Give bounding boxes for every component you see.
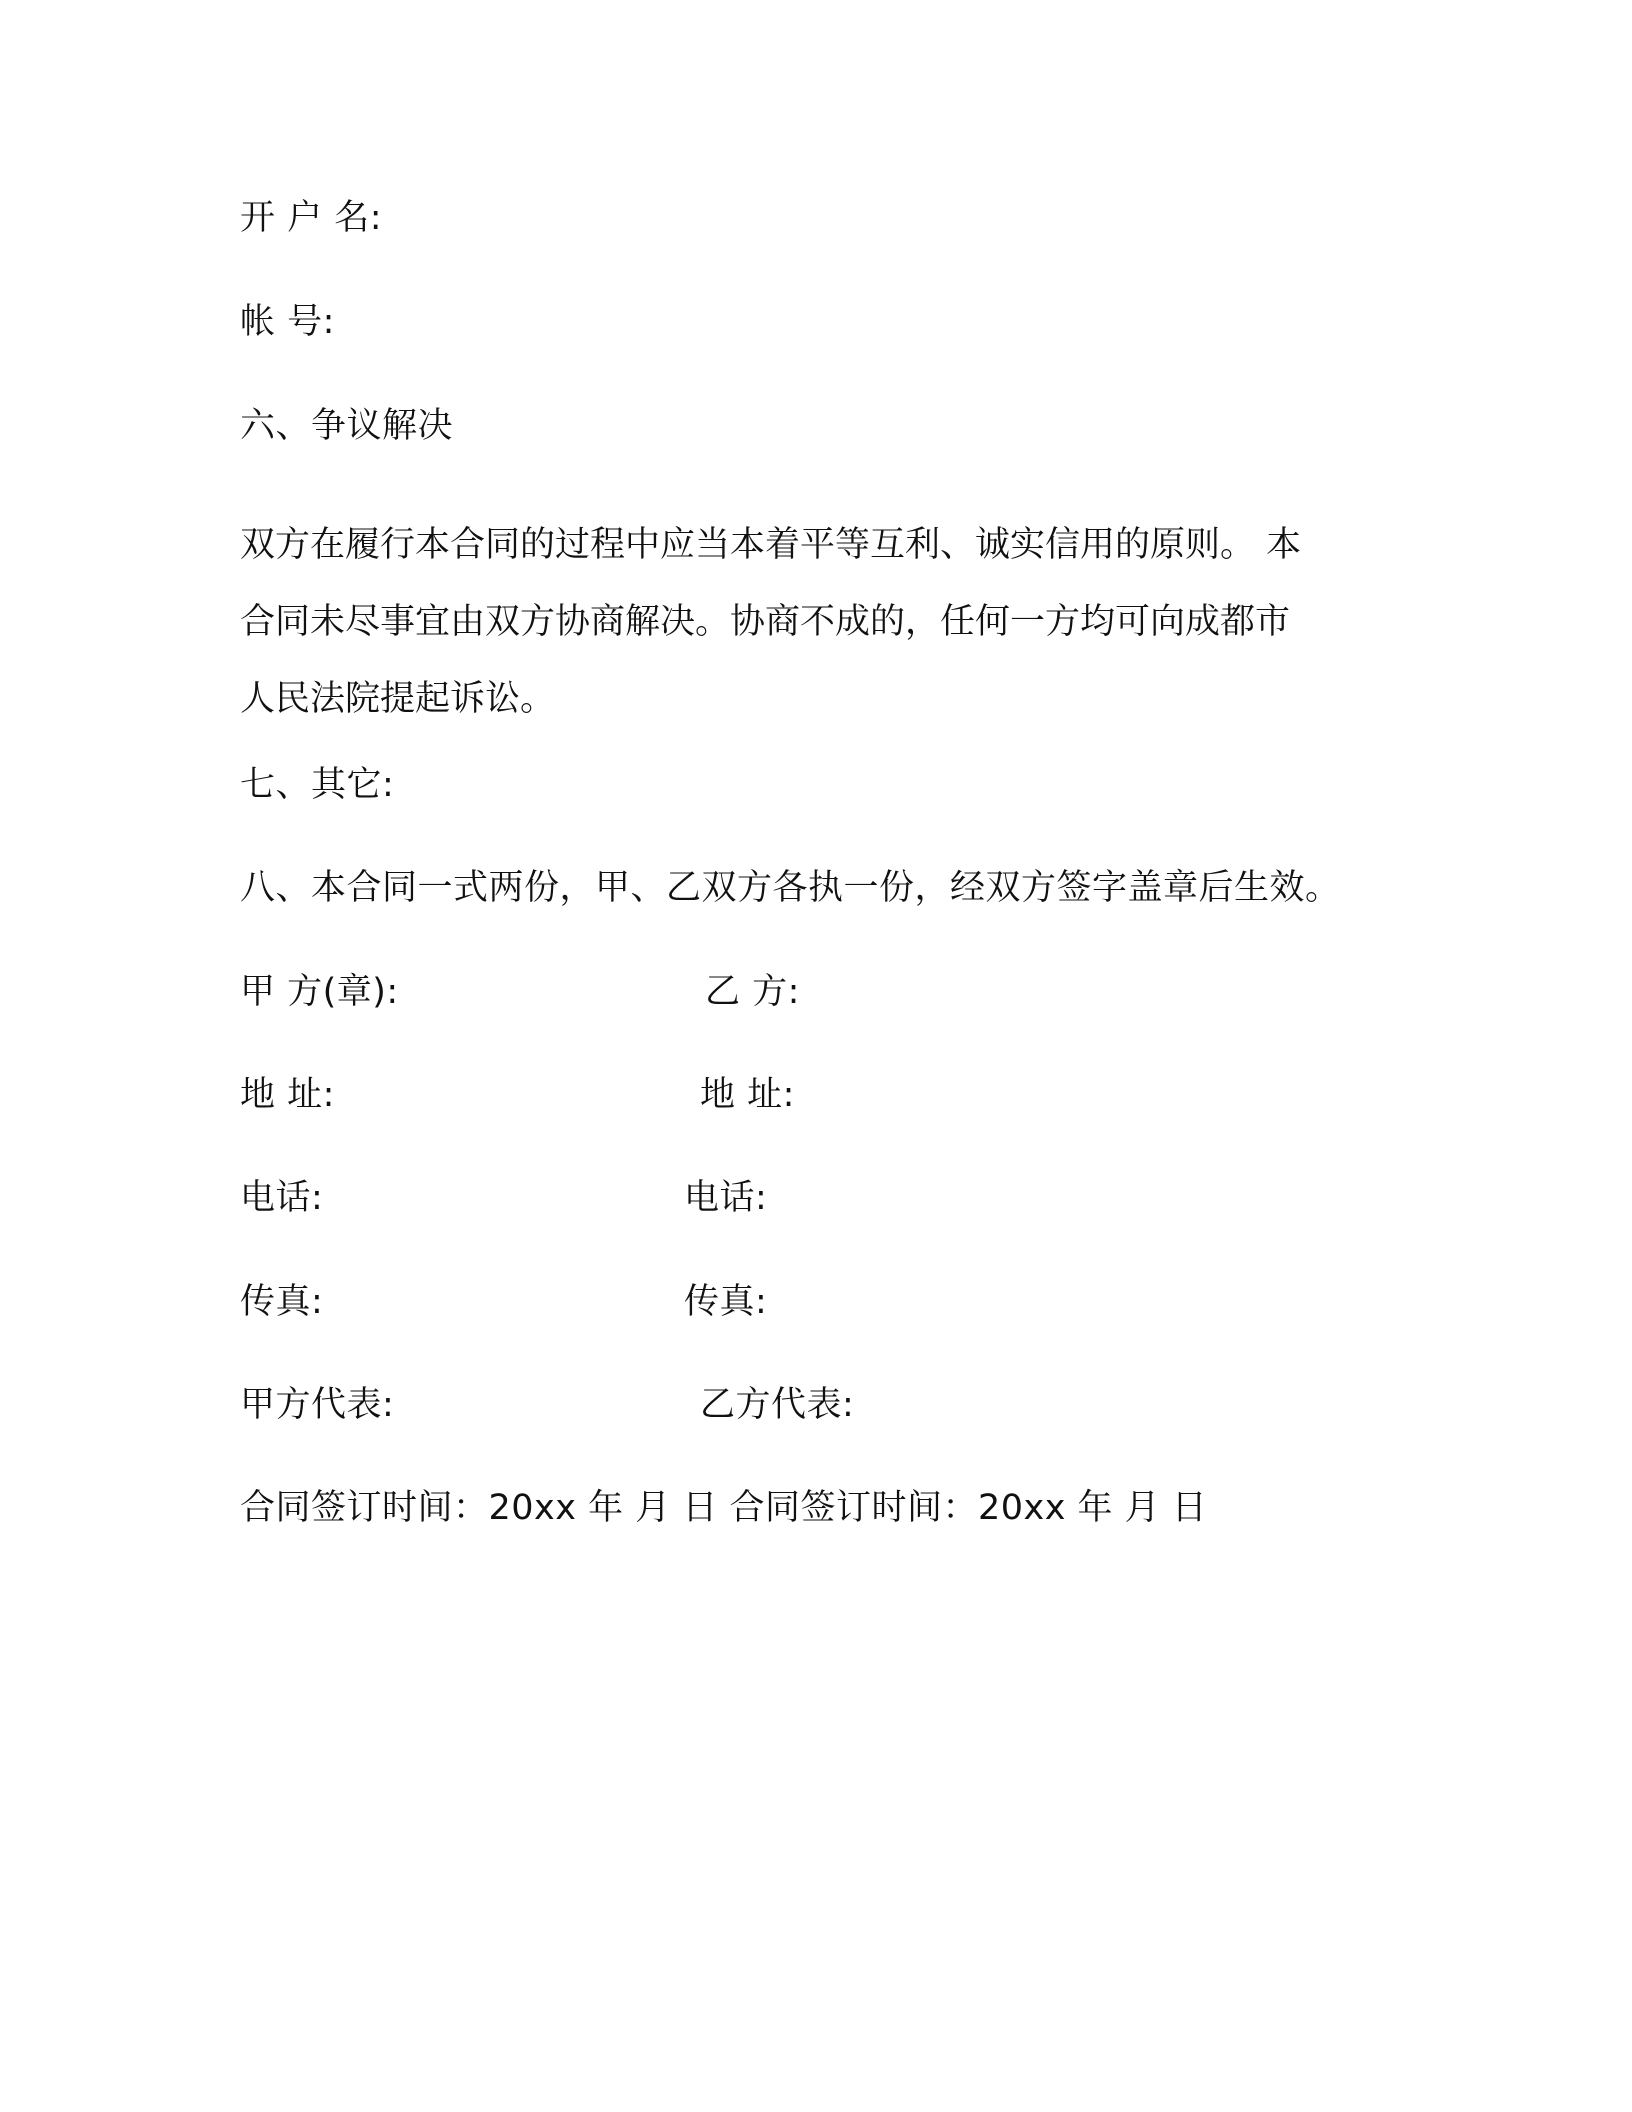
fax-b-label: 传真:: [684, 1282, 768, 1322]
section-6-title: 六、争议解决: [240, 406, 454, 446]
signing-date-line: 合同签订时间：20xx 年 月 日 合同签订时间：20xx 年 月 日: [240, 1488, 1208, 1528]
party-b-label: 乙 方:: [705, 972, 800, 1012]
section-6-line-2: 合同未尽事宜由双方协商解决。协商不成的，任何一方均可向成都市: [240, 602, 1291, 642]
rep-b-label: 乙方代表:: [700, 1385, 855, 1425]
section-6-line-3: 人民法院提起诉讼。: [240, 679, 556, 719]
section-6-line-1: 双方在履行本合同的过程中应当本着平等互利、诚实信用的原则。 本: [240, 525, 1302, 565]
fax-a-label: 传真:: [240, 1282, 324, 1322]
account-number-label: 帐 号:: [240, 302, 335, 342]
phone-a-label: 电话:: [240, 1178, 324, 1218]
section-7-title: 七、其它:: [240, 765, 395, 805]
address-a-label: 地 址:: [240, 1075, 335, 1115]
account-name-label: 开 户 名:: [240, 198, 383, 238]
phone-b-label: 电话:: [684, 1178, 768, 1218]
party-a-label: 甲 方(章):: [240, 972, 399, 1012]
rep-a-label: 甲方代表:: [240, 1385, 395, 1425]
section-8-text: 八、本合同一式两份，甲、乙双方各执一份，经双方签字盖章后生效。: [240, 868, 1341, 908]
section-6-paragraph: [240, 507, 1370, 738]
address-b-label: 地 址:: [700, 1075, 795, 1115]
